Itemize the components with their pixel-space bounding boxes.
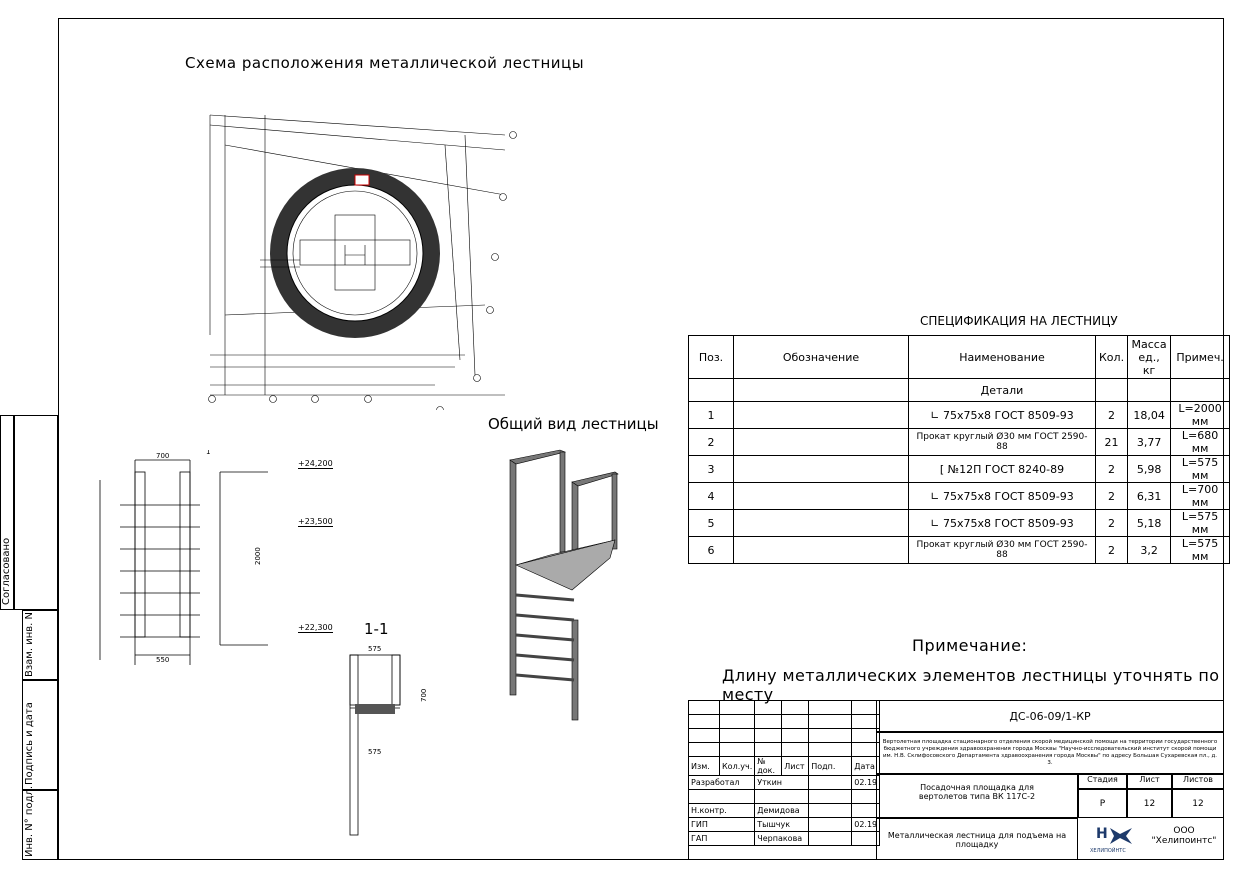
agreed-label: Согласовано <box>1 537 12 605</box>
spec-table <box>688 335 1230 564</box>
col-qty: Кол. <box>1096 336 1128 379</box>
section-dim-height: 700 <box>420 688 428 702</box>
note-text: Длину металлических элементов лестницы уточнять по месту <box>722 666 1220 704</box>
col-mass: Масса ед., кг <box>1128 336 1171 379</box>
general-view-title: Общий вид лестницы <box>488 415 659 433</box>
col-designation: Обозначение <box>734 336 909 379</box>
sheet-label: Лист <box>1127 774 1172 789</box>
section-1-1-drawing <box>330 640 440 840</box>
elevation-bottom: +22,300 <box>298 623 333 632</box>
section-dim-bottom: 575 <box>368 748 382 756</box>
inv-zam-label: Взам. инв. N <box>24 612 35 677</box>
stair-elevation-drawing <box>90 450 350 675</box>
col-name: Наименование <box>909 336 1096 379</box>
object-name: Посадочная площадка для вертолетов типа ВК 117С-2 <box>876 774 1078 818</box>
scheme-title: Схема расположения металлической лестницы <box>185 54 585 72</box>
elevation-top: +24,200 <box>298 459 333 468</box>
company-logo <box>1090 818 1140 860</box>
sheet-value: 12 <box>1127 789 1172 818</box>
table-row: 5 ∟ 75x75x8 ГОСТ 8509-93 2 5,18 L=575 мм <box>689 510 1230 537</box>
spec-title: СПЕЦИФИКАЦИЯ НА ЛЕСТНИЦУ <box>920 314 1118 328</box>
stamp-revisions: Изм. Кол.уч. № док. Лист Подп. Дата Разработал Уткин 02.19 Н.контр. Демидова ГИП Тышчук 02.19 ГАП Черпакова <box>688 700 880 846</box>
dim-700: 700 <box>156 452 170 460</box>
col-note: Примеч. <box>1171 336 1230 379</box>
col-pos: Поз. <box>689 336 734 379</box>
sheet-name: Металлическая лестница для подъема на площадку <box>876 818 1078 860</box>
table-row <box>689 379 1230 402</box>
dim-2000: 2000 <box>254 547 262 565</box>
sign-date-label: Подпись и дата <box>24 702 35 785</box>
section-row: Детали <box>909 379 1096 402</box>
table-row: 3 [ №12П ГОСТ 8240-89 2 5,98 L=575 мм <box>689 456 1230 483</box>
site-plan-drawing <box>205 105 525 410</box>
stage-value: Р <box>1078 789 1127 818</box>
logo-text: ХЕЛИПОЙНТС <box>1090 848 1126 854</box>
inv-orig-label: Инв. N° подл. <box>24 785 35 857</box>
doc-code: ДС-06-09/1-КР <box>876 700 1224 732</box>
company-name: ООО "Хелипоинтс" <box>1151 826 1217 846</box>
sheets-label: Листов <box>1172 774 1224 789</box>
section-mark-top: 1 <box>206 450 211 456</box>
svg-text:Н: Н <box>1096 826 1108 842</box>
section-title: 1-1 <box>364 620 389 638</box>
dim-550: 550 <box>156 656 170 664</box>
table-row: 1 ∟ 75x75x8 ГОСТ 8509-93 2 18,04 L=2000 мм <box>689 402 1230 429</box>
elevation-mid: +23,500 <box>298 517 333 526</box>
project-description: Вертолетная площадка стационарного отделения скорой медицинской помощи на территории государственного бюджетного учреждения здравоохранения города Москвы "Научно-исследовательский институт скорой помощи им. Н.В. Склифосовского Департамента здравоохранения города Москвы" по адресу Большая Сухаревская пл., д. 3. <box>876 732 1224 774</box>
left-approval-strip <box>0 415 58 860</box>
ladder-3d-view <box>490 440 640 725</box>
stage-label: Стадия <box>1078 774 1127 789</box>
sheets-value: 12 <box>1172 789 1224 818</box>
table-row: 4 ∟ 75x75x8 ГОСТ 8509-93 2 6,31 L=700 мм <box>689 483 1230 510</box>
table-row: 2 Прокат круглый Ø30 мм ГОСТ 2590-88 21 3,77 L=680 мм <box>689 429 1230 456</box>
section-dim-top: 575 <box>368 645 382 653</box>
table-row: 6 Прокат круглый Ø30 мм ГОСТ 2590-88 2 3,2 L=575 мм <box>689 537 1230 564</box>
note-heading: Примечание: <box>912 636 1028 655</box>
